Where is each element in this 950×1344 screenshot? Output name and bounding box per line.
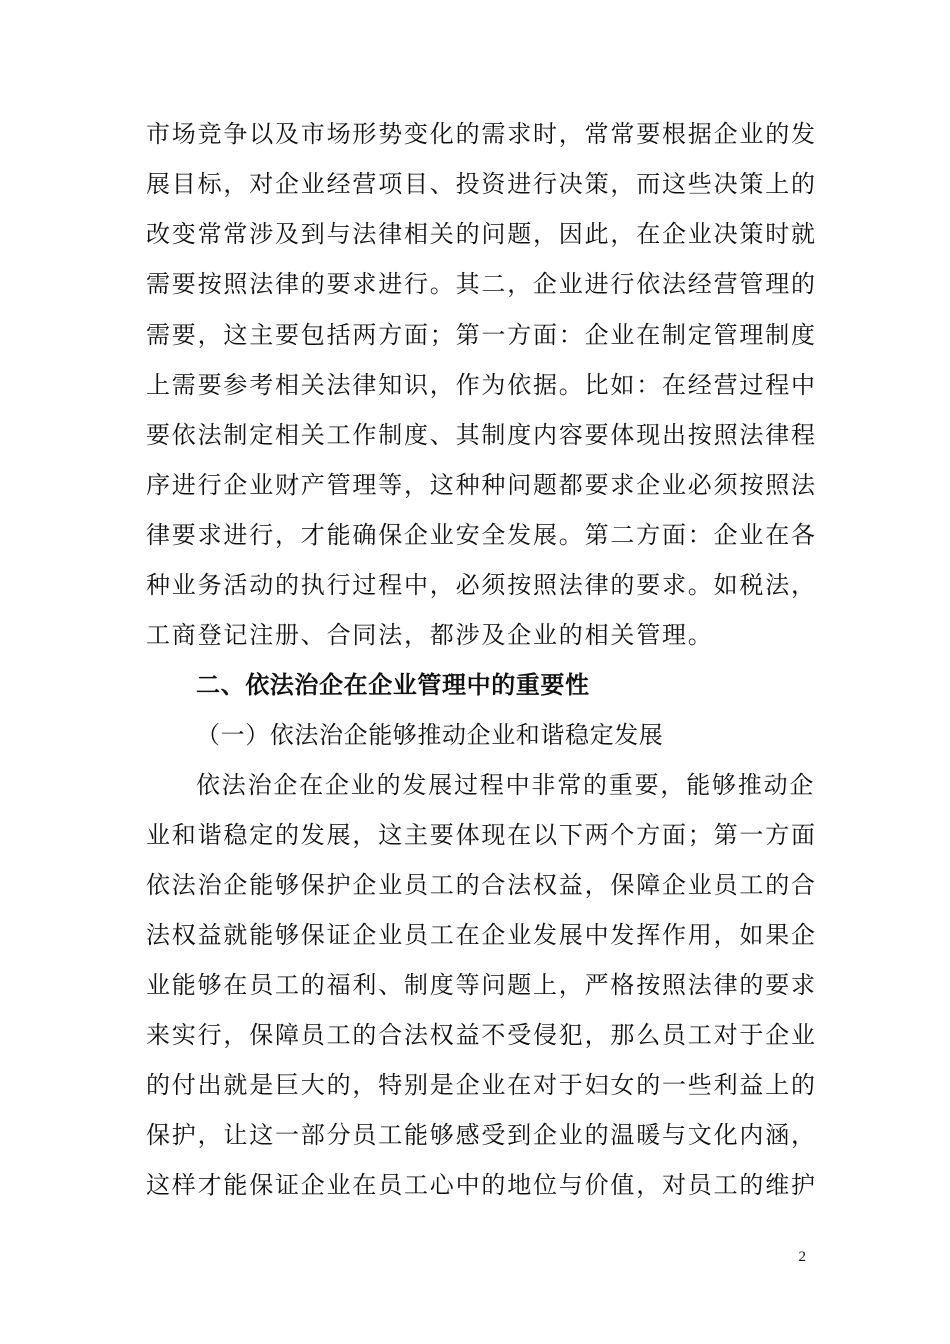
paragraph-line: 来实行，保障员工的合法权益不受侵犯，那么员工对于企业 xyxy=(146,1021,817,1049)
paragraph-line: 市场竞争以及市场形势变化的需求时，常常要根据企业的发 xyxy=(146,120,817,148)
paragraph-line: 种业务活动的执行过程中，必须按照法律的要求。如税法， xyxy=(146,571,817,599)
paragraph-line: 要依法制定相关工作制度、其制度内容要体现出按照法律程 xyxy=(146,421,817,449)
paragraph-line: 上需要参考相关法律知识，作为依据。比如：在经营过程中 xyxy=(146,371,817,399)
paragraph-line: 依法治企能够保护企业员工的合法权益，保障企业员工的合 xyxy=(146,871,817,899)
paragraph-line: 序进行企业财产管理等，这种种问题都要求企业必须按照法 xyxy=(146,471,817,499)
subsection-heading: （一）依法治企能够推动企业和谐稳定发展 xyxy=(196,721,664,749)
paragraph-line: 法权益就能够保证企业员工在企业发展中发挥作用，如果企 xyxy=(146,921,817,949)
paragraph-line: 的付出就是巨大的，特别是企业在对于妇女的一些利益上的 xyxy=(146,1071,817,1099)
paragraph-line: 需要按照法律的要求进行。其二，企业进行依法经营管理的 xyxy=(146,270,817,298)
paragraph-line: 展目标，对企业经营项目、投资进行决策，而这些决策上的 xyxy=(146,170,817,198)
section-heading: 二、依法治企在企业管理中的重要性 xyxy=(196,671,590,699)
page-number: 2 xyxy=(798,1249,806,1265)
paragraph-line: 业和谐稳定的发展，这主要体现在以下两个方面；第一方面 xyxy=(146,821,817,849)
paragraph-line: 律要求进行，才能确保企业安全发展。第二方面：企业在各 xyxy=(146,521,817,549)
paragraph-line: 保护，让这一部分员工能够感受到企业的温暖与文化内涵， xyxy=(146,1121,817,1149)
paragraph-line: 改变常常涉及到与法律相关的问题，因此，在企业决策时就 xyxy=(146,220,817,248)
paragraph-line: 需要，这主要包括两方面；第一方面：企业在制定管理制度 xyxy=(146,321,817,349)
paragraph-line: 这样才能保证企业在员工心中的地位与价值，对员工的维护 xyxy=(146,1171,817,1199)
paragraph-line: 业能够在员工的福利、制度等问题上，严格按照法律的要求 xyxy=(146,971,817,999)
paragraph-line: 工商登记注册、合同法，都涉及企业的相关管理。 xyxy=(146,621,714,649)
paragraph-line: 依法治企在企业的发展过程中非常的重要，能够推动企 xyxy=(196,771,816,799)
